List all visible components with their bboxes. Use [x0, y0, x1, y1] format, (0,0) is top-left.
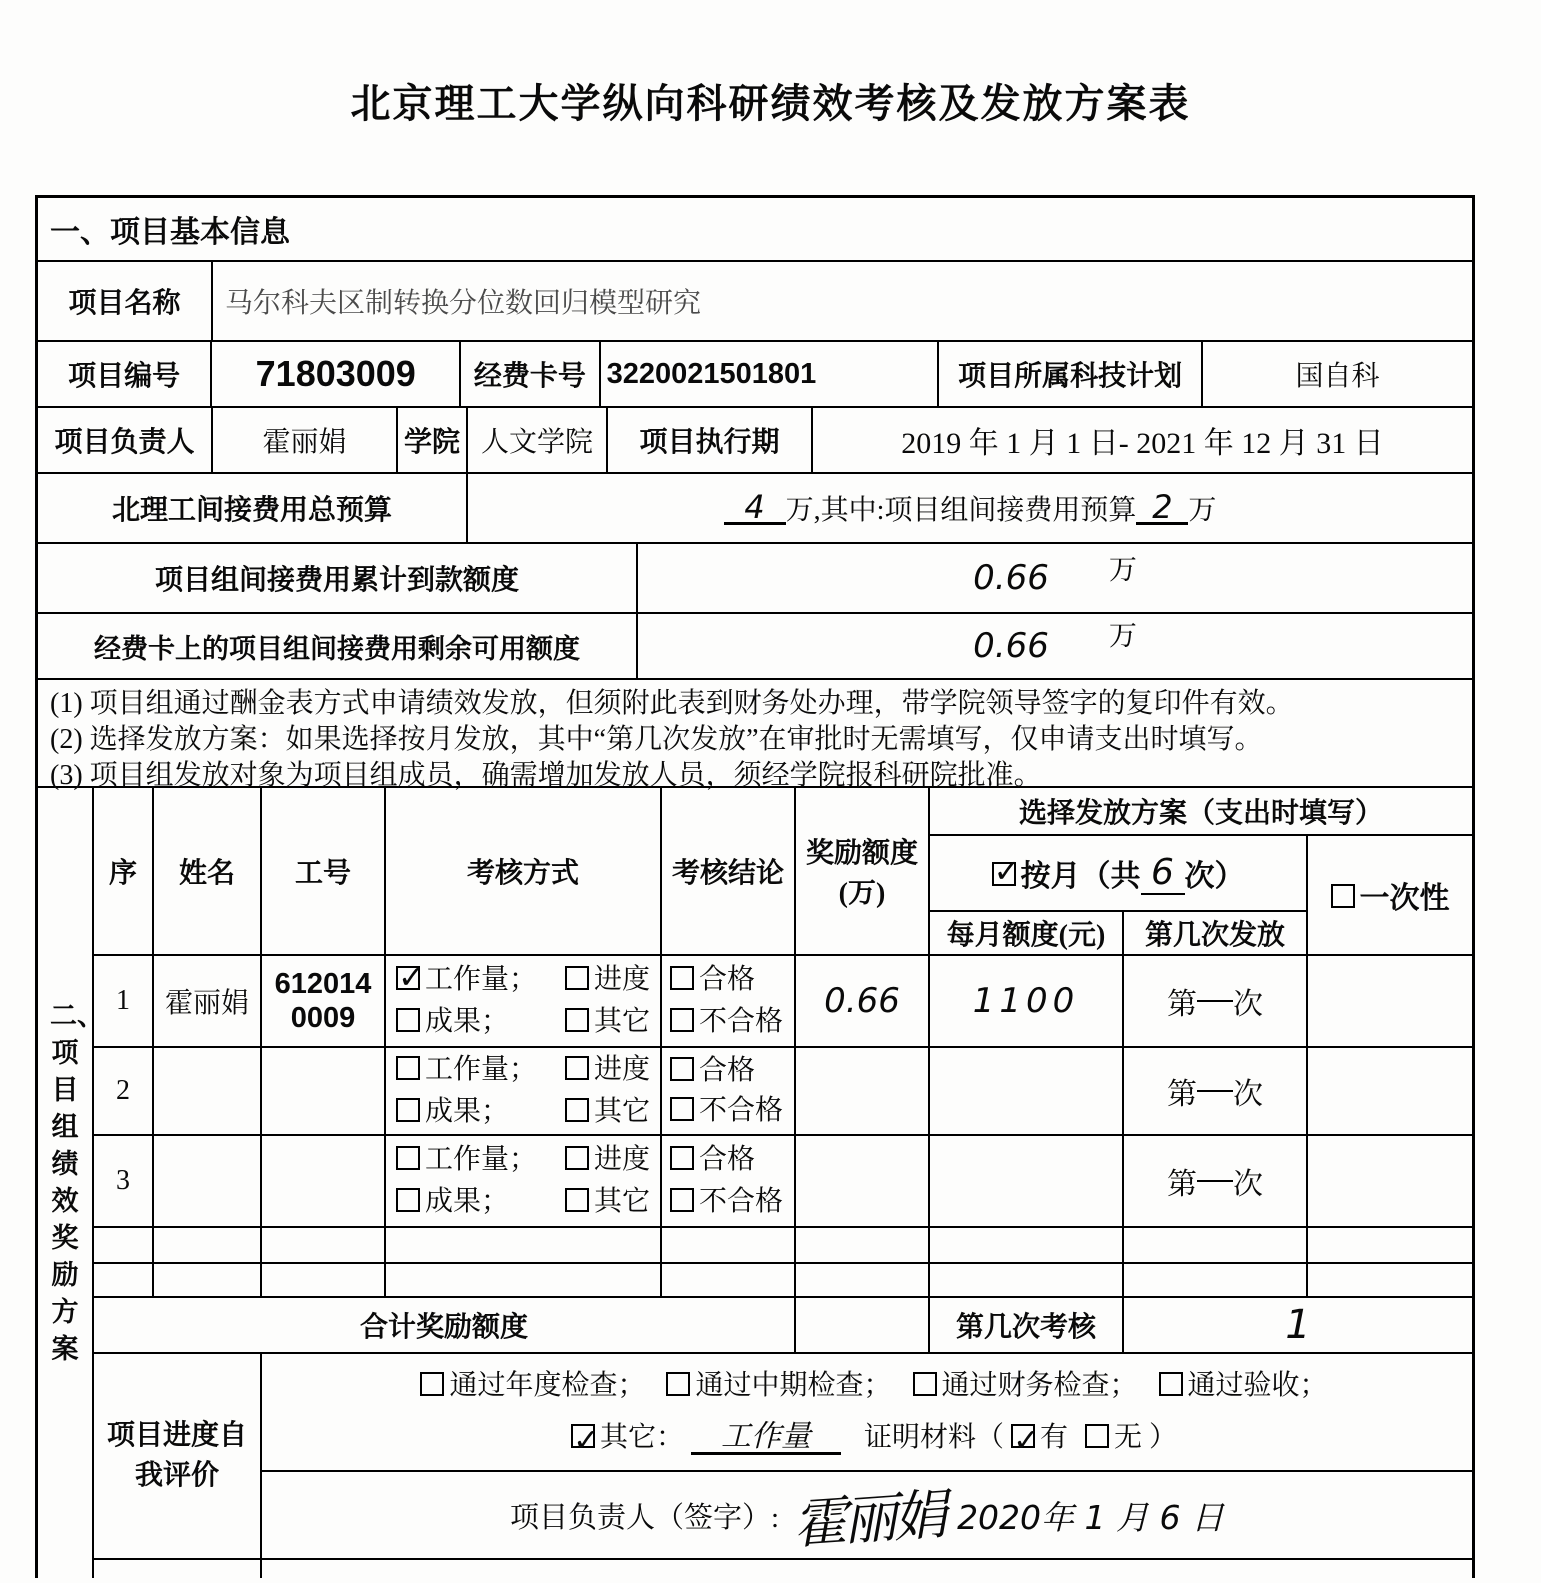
workload-checkbox	[396, 1056, 420, 1080]
empno-cell	[262, 1048, 386, 1134]
other-label: 其它	[593, 1006, 650, 1037]
issue-prefix: 第	[1167, 988, 1197, 1021]
other-eval-label: 其它：	[599, 1422, 684, 1453]
other-label: 其它	[593, 1186, 650, 1217]
header-reward	[796, 788, 930, 954]
remain-label: 经费卡上的项目组间接费用剩余可用额度	[38, 614, 638, 678]
fail-label: 不合格	[699, 1095, 784, 1126]
remain-unit: 万	[1108, 621, 1137, 652]
one-time-cell	[1308, 1136, 1472, 1226]
member-row-1	[94, 956, 1472, 1048]
member-row-2	[94, 1048, 1472, 1136]
progress-other-line	[276, 1412, 1472, 1464]
perf-section	[38, 788, 1472, 1578]
annual-check-label: 通过年度检查；	[449, 1370, 646, 1401]
signature: 霍丽娟	[791, 1482, 946, 1556]
notes-block	[38, 680, 1472, 791]
signature-row	[262, 1472, 1472, 1558]
monthly-times-blank: 6	[1141, 852, 1185, 895]
issue-suffix: 次	[1233, 1078, 1263, 1111]
basic-info-header-row	[38, 198, 1472, 262]
budget-group-blank: 2	[1136, 492, 1188, 525]
monthly-amount-header: 每月额度(元)	[930, 912, 1124, 954]
workload-label: 工作量；	[425, 1144, 538, 1175]
result-checkbox	[396, 1098, 420, 1122]
remain-value-cell	[638, 614, 1472, 678]
acceptance-label: 通过验收；	[1187, 1370, 1328, 1401]
pass-label: 合格	[699, 1055, 756, 1086]
issue-blank	[1197, 1000, 1233, 1002]
vertical-section-label: 二、项目组绩效奖励方案	[50, 1001, 104, 1364]
total-row	[94, 1298, 1472, 1354]
progress-label: 进度	[593, 1054, 650, 1085]
progress-label: 进度	[593, 964, 650, 995]
arrived-label: 项目组间接费用累计到款额度	[38, 544, 638, 612]
one-time-checkbox	[1331, 884, 1355, 908]
arrived-value-cell	[638, 544, 1472, 612]
program-value: 国自科	[1295, 361, 1380, 392]
fail-checkbox	[670, 1097, 694, 1121]
material-yes-checkbox	[1011, 1424, 1035, 1448]
reward-cell	[796, 1048, 930, 1134]
budget-unit-text: 万	[1188, 495, 1217, 526]
pass-checkbox	[670, 1146, 694, 1170]
remain-row	[38, 614, 1472, 680]
plan-header: 选择发放方案（支出时填写）	[930, 788, 1472, 836]
pass-checkbox	[670, 966, 694, 990]
monthly-checkbox	[992, 862, 1016, 886]
pi-value: 霍丽娟	[213, 408, 398, 472]
total-label: 合计奖励额度	[94, 1298, 796, 1352]
header-conclusion: 考核结论	[662, 788, 796, 954]
other-checkbox	[565, 1188, 589, 1212]
conclusion-cell	[662, 956, 796, 1046]
seq-cell: 1	[94, 956, 154, 1046]
issue-blank	[1197, 1180, 1233, 1182]
perf-header-row	[94, 788, 1472, 956]
note-line-1: (1) 项目组通过酬金表方式申请绩效发放，但须附此表到财务处办理，带学院领导签字的复印件有效。	[50, 688, 1294, 719]
empty-member-row	[94, 1264, 1472, 1298]
budget-mid-text: 万,其中:项目组间接费用预算	[785, 495, 1137, 526]
header-empno: 工号	[262, 788, 386, 954]
acceptance-checkbox	[1159, 1372, 1183, 1396]
material-no-checkbox	[1085, 1424, 1109, 1448]
monthly-suffix: 次）	[1184, 860, 1245, 893]
progress-checkbox	[565, 1146, 589, 1170]
issue-cell	[1124, 1136, 1308, 1226]
workload-checkbox	[396, 1146, 420, 1170]
material-yes-label: 有	[1039, 1422, 1068, 1453]
arrived-value: 0.66	[973, 558, 1049, 598]
cutoff-row	[94, 1560, 1472, 1578]
header-seq: 序	[94, 788, 154, 954]
project-no-row	[38, 342, 1472, 408]
result-checkbox	[396, 1188, 420, 1212]
form-title: 北京理工大学纵向科研绩效考核及发放方案表	[350, 82, 1191, 126]
fail-checkbox	[670, 1188, 694, 1212]
fail-label: 不合格	[699, 1186, 784, 1217]
section1-header: 一、项目基本信息	[50, 216, 290, 249]
finance-check-checkbox	[913, 1372, 937, 1396]
main-form-table	[35, 195, 1475, 1578]
pi-label: 项目负责人	[38, 408, 213, 472]
progress-checkbox	[565, 966, 589, 990]
plan-header-block	[930, 788, 1472, 954]
pass-checkbox	[670, 1057, 694, 1081]
progress-eval-content	[262, 1354, 1472, 1558]
member-row-3	[94, 1136, 1472, 1228]
issue-suffix: 次	[1233, 1168, 1263, 1201]
annual-check-checkbox	[420, 1372, 444, 1396]
monthly-amount-cell: 1100	[930, 956, 1124, 1046]
pass-label: 合格	[699, 1144, 756, 1175]
material-end: ）	[1149, 1422, 1178, 1453]
method-cell	[386, 1048, 662, 1134]
perf-main	[94, 788, 1472, 1578]
sign-label: 项目负责人（签字）:	[510, 1501, 780, 1534]
other-eval-blank: 工作量	[691, 1422, 841, 1455]
fund-card-label: 经费卡号	[461, 342, 600, 406]
header-reward-unit: (万)	[838, 878, 886, 909]
project-no-value: 71803009	[212, 342, 461, 406]
vertical-section-label-cell	[38, 788, 104, 1578]
midterm-check-label: 通过中期检查；	[695, 1370, 892, 1401]
finance-check-label: 通过财务检查；	[941, 1370, 1138, 1401]
header-reward-text: 奖励额度	[805, 838, 918, 869]
project-no-label: 项目编号	[38, 342, 212, 406]
project-name-row	[38, 262, 1472, 342]
other-checkbox	[565, 1008, 589, 1032]
reward-cell	[796, 1136, 930, 1226]
issue-prefix: 第	[1167, 1168, 1197, 1201]
program-label: 项目所属科技计划	[939, 342, 1203, 406]
fail-label: 不合格	[699, 1006, 784, 1037]
workload-checkbox	[396, 966, 420, 990]
method-cell	[386, 1136, 662, 1226]
note-line-3: (3) 项目组发放对象为项目组成员，确需增加发放人员，须经学院报科研院批准。	[50, 760, 1042, 791]
material-no-label: 无	[1114, 1422, 1143, 1453]
header-name: 姓名	[154, 788, 262, 954]
progress-label: 进度	[593, 1144, 650, 1175]
one-time-cell	[1308, 1048, 1472, 1134]
note-line-2: (2) 选择发放方案：如果选择按月发放，其中“第几次发放”在审批时无需填写，仅申请支出时填写。	[50, 724, 1263, 755]
budget-label: 北理工间接费用总预算	[38, 474, 468, 542]
fail-checkbox	[670, 1008, 694, 1032]
assess-count-label: 第几次考核	[930, 1298, 1124, 1352]
progress-check-line	[276, 1360, 1472, 1412]
progress-self-eval-label: 项目进度自我评价	[94, 1354, 262, 1558]
result-label: 成果；	[425, 1186, 510, 1217]
arrived-unit: 万	[1108, 555, 1137, 586]
conclusion-cell	[662, 1048, 796, 1134]
name-cell	[154, 1136, 262, 1226]
monthly-amount-cell	[930, 1136, 1124, 1226]
seq-cell: 3	[94, 1136, 154, 1226]
midterm-check-checkbox	[666, 1372, 690, 1396]
pi-row	[38, 408, 1472, 474]
total-reward-cell	[796, 1298, 930, 1352]
issue-prefix: 第	[1167, 1078, 1197, 1111]
budget-total-blank: 4	[724, 492, 786, 525]
empty-member-row	[94, 1228, 1472, 1264]
other-checkbox	[565, 1098, 589, 1122]
budget-row	[38, 474, 1472, 544]
other-label: 其它	[593, 1096, 650, 1127]
workload-label: 工作量；	[425, 1054, 538, 1085]
one-time-label: 一次性	[1359, 882, 1450, 915]
school-value: 人文学院	[468, 408, 608, 472]
issue-number-header: 第几次发放	[1144, 920, 1285, 951]
project-name-label: 项目名称	[38, 262, 213, 340]
period-label: 项目执行期	[608, 408, 813, 472]
monthly-label: 按月（共	[1020, 860, 1141, 893]
project-name-value: 马尔科夫区制转换分位数回归模型研究	[225, 288, 702, 319]
school-label: 学院	[398, 408, 468, 472]
budget-value	[468, 474, 1472, 542]
issue-suffix: 次	[1233, 988, 1263, 1021]
notes-row	[38, 680, 1472, 791]
issue-blank	[1197, 1090, 1233, 1092]
period-value: 2019 年 1 月 1 日- 2021 年 12 月 31 日	[901, 427, 1384, 460]
result-label: 成果；	[425, 1006, 510, 1037]
reward-cell: 0.66	[796, 956, 930, 1046]
progress-eval-block	[94, 1354, 1472, 1560]
empno-cell: 6120140009	[262, 956, 386, 1046]
fund-card-value: 3220021501801	[601, 342, 940, 406]
one-time-cell	[1308, 956, 1472, 1046]
header-method: 考核方式	[386, 788, 662, 954]
monthly-option	[930, 836, 1306, 912]
monthly-amount-cell	[930, 1048, 1124, 1134]
pass-label: 合格	[699, 964, 756, 995]
one-time-option	[1308, 836, 1472, 954]
result-checkbox	[396, 1008, 420, 1032]
name-cell: 霍丽娟	[154, 956, 262, 1046]
result-label: 成果；	[425, 1096, 510, 1127]
workload-label: 工作量；	[425, 964, 538, 995]
remain-value: 0.66	[973, 626, 1049, 666]
arrived-row	[38, 544, 1472, 614]
assess-count-value: 1	[1285, 1302, 1311, 1348]
conclusion-cell	[662, 1136, 796, 1226]
progress-checkbox	[565, 1056, 589, 1080]
method-cell	[386, 956, 662, 1046]
material-label: 证明材料（	[863, 1422, 1004, 1453]
issue-cell	[1124, 956, 1308, 1046]
sign-date: 2020年 1 月 6 日	[957, 1497, 1224, 1537]
empno-cell	[262, 1136, 386, 1226]
issue-cell	[1124, 1048, 1308, 1134]
seq-cell: 2	[94, 1048, 154, 1134]
name-cell	[154, 1048, 262, 1134]
other-eval-checkbox	[571, 1424, 595, 1448]
